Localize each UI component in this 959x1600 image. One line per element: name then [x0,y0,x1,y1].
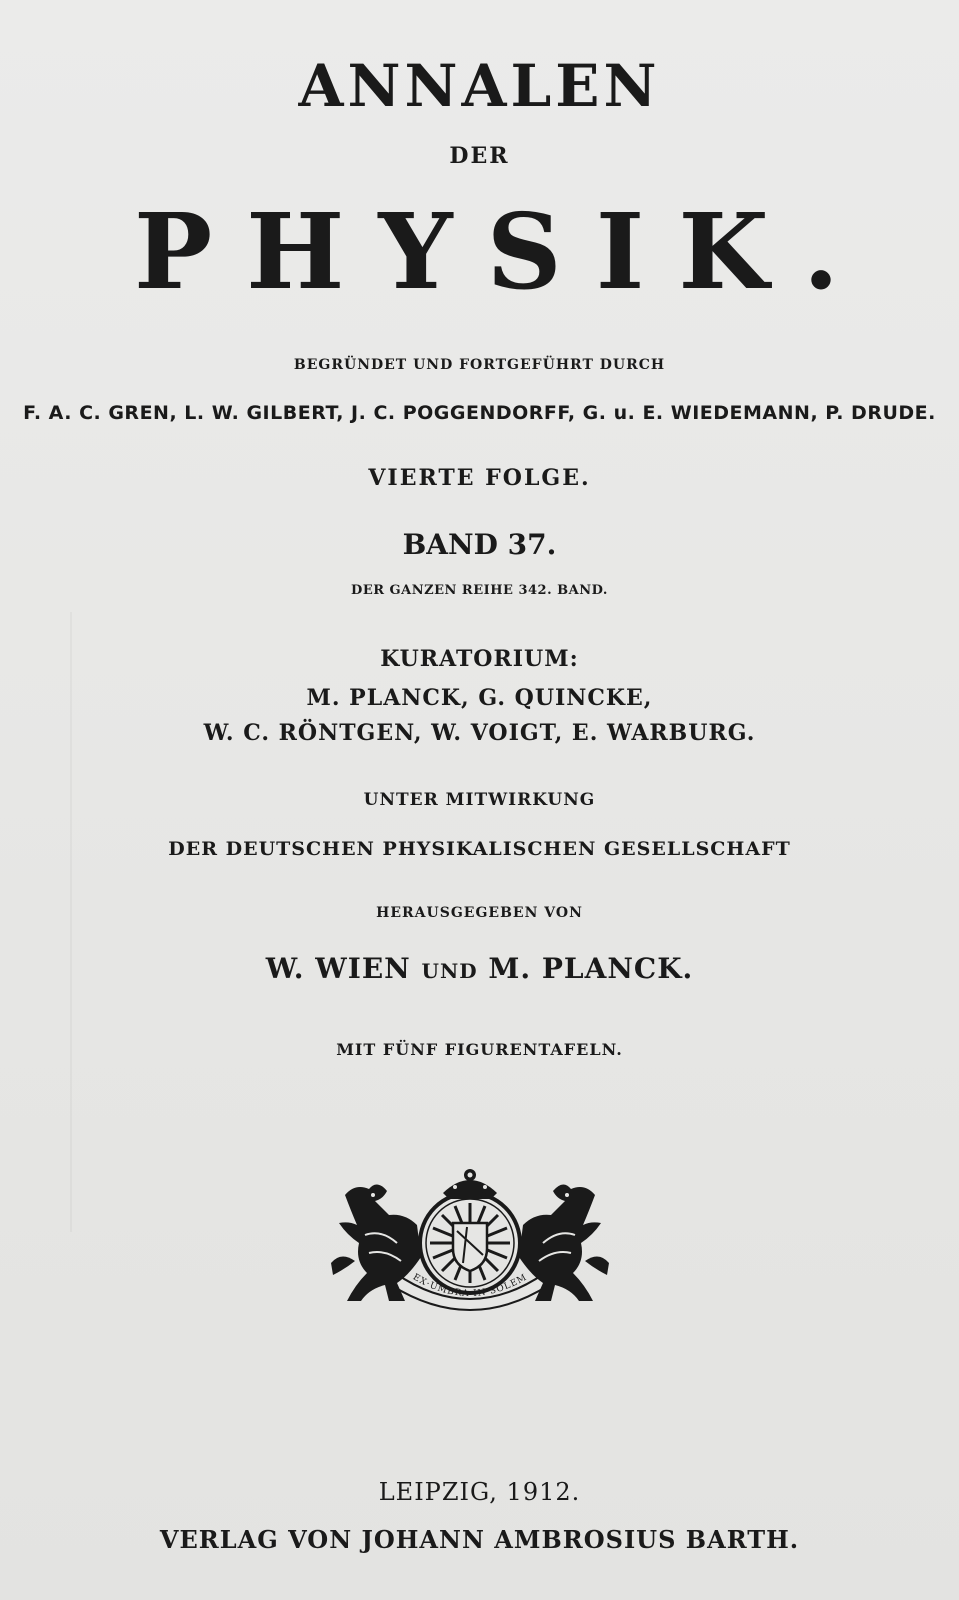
kuratorium-line-2: W. C. RÖNTGEN, W. VOIGT, E. WARBURG. [203,720,756,746]
volume-number: BAND 37. [402,528,557,561]
emblem-motto: EX·UMBRA·IN·SOLEM [410,1272,530,1300]
series-label: VIERTE FOLGE. [368,465,591,491]
society-name: DER DEUTSCHEN PHYSIKALISCHEN GESELLSCHAFT [168,838,791,860]
founded-by-label: BEGRÜNDET UND FORTGEFÜHRT DURCH [293,357,666,373]
kuratorium-label: KURATORIUM: [380,646,579,672]
publisher-emblem-icon [325,1165,615,1315]
editors-label: HERAUSGEGEBEN VON [376,905,583,921]
journal-title-der: DER [449,143,510,169]
editors-names [0,952,959,985]
kuratorium-line-1: M. PLANCK, G. QUINCKE, [306,685,653,711]
editor-wien: W. WIEN [265,952,411,985]
journal-title-physik: PHYSIK. [133,190,874,313]
sun-shield-icon [420,1193,520,1293]
editor-planck: M. PLANCK. [488,952,694,985]
journal-title-annalen: ANNALEN [298,52,661,120]
founders-list: F. A. C. GREN, L. W. GILBERT, J. C. POGGENDORFF, G. u. E. WIEDEMANN, P. DRUDE. [23,402,936,424]
cooperation-label: UNTER MITWIRKUNG [363,790,596,810]
imprint-place-year: LEIPZIG, 1912. [378,1478,581,1506]
imprint-publisher: VERLAG VON JOHANN AMBROSIUS BARTH. [159,1525,800,1554]
plates-note: MIT FÜNF FIGURENTAFELN. [336,1040,623,1059]
total-series-number: DER GANZEN REIHE 342. BAND. [351,583,608,598]
editors-conjunction: UND [421,959,478,983]
